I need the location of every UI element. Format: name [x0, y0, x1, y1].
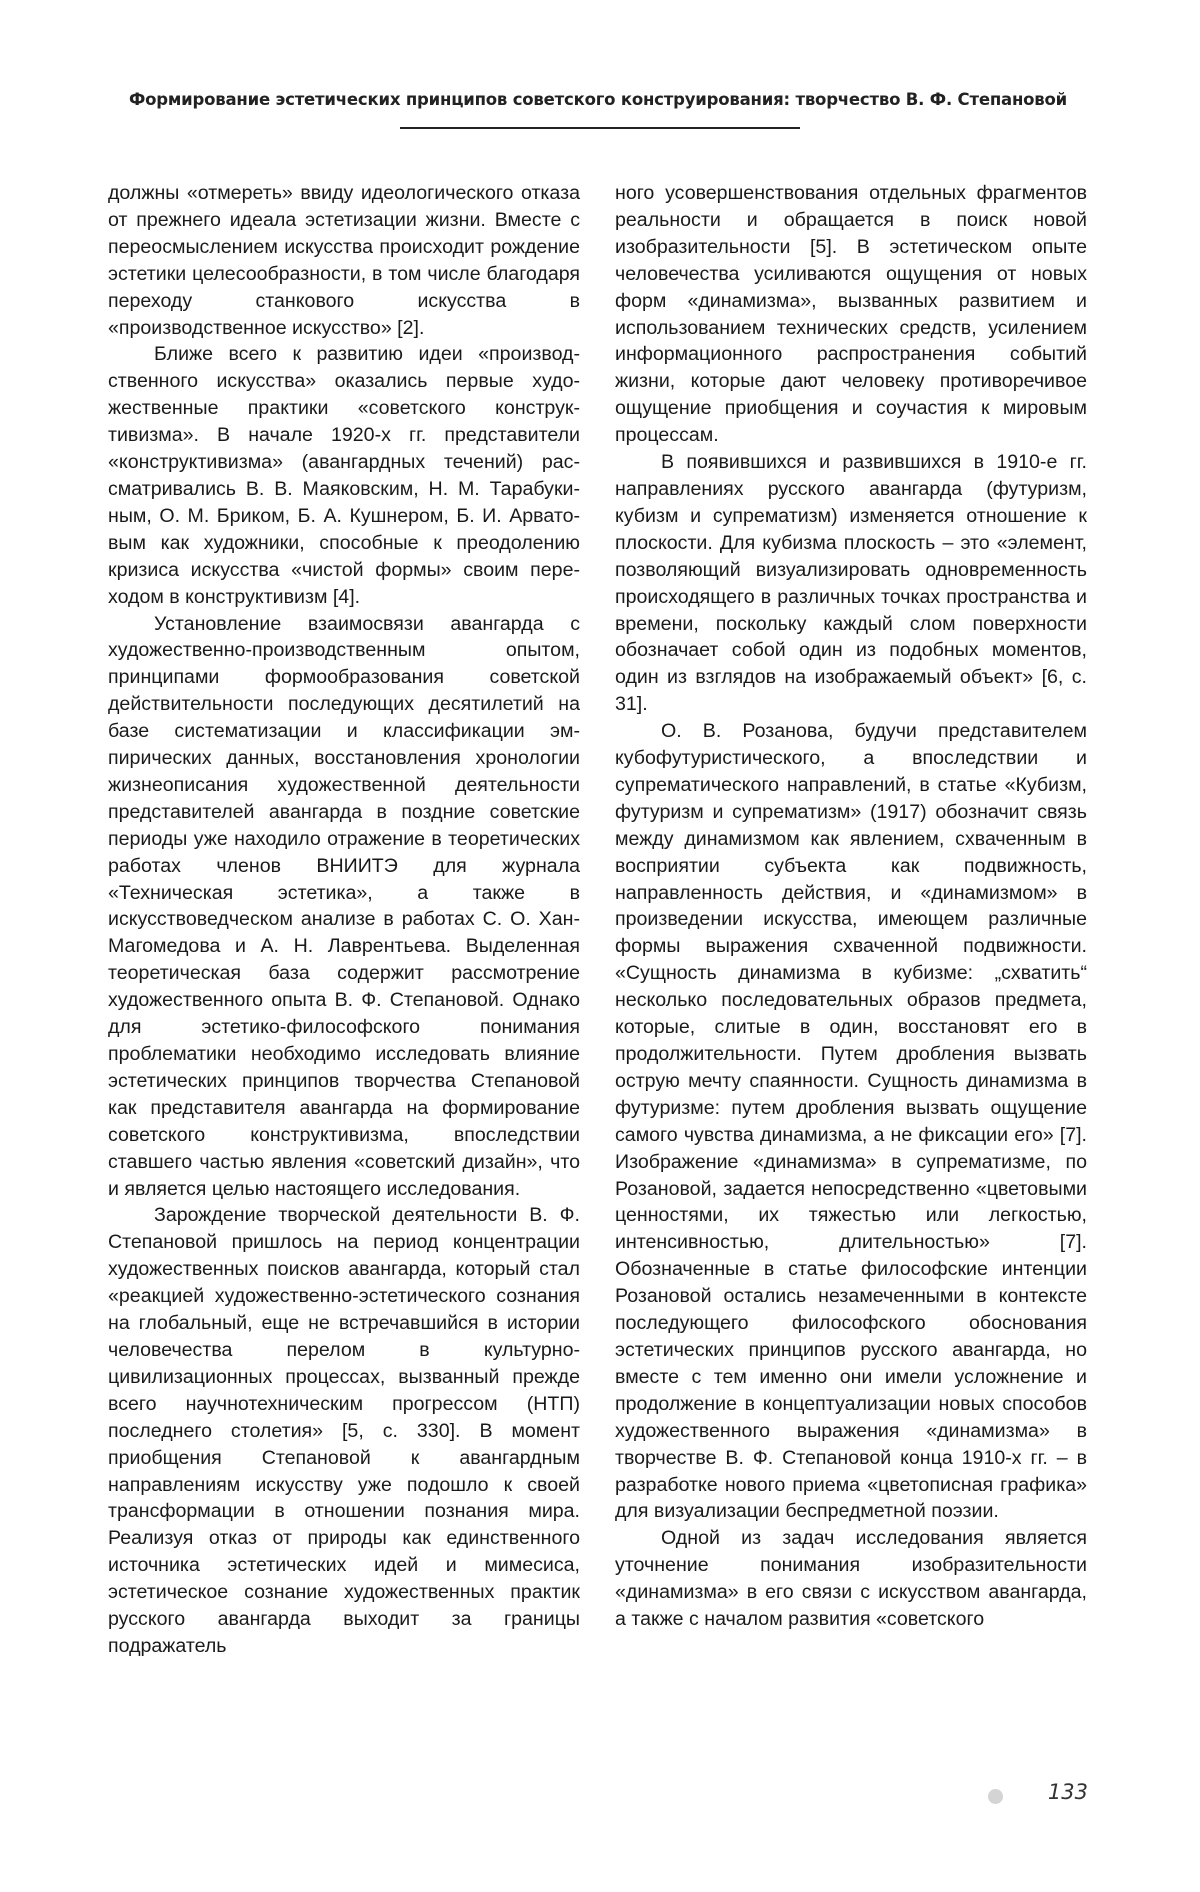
paragraph-continuation: должны «отмереть» ввиду идеологического отказа от прежнего идеала эстетизации жизни. Вместе с переосмыслением искусства происходит рождение эстетики целесообразности, в том числе благодаря переходу станкового искусства в «производственное искусство» [2].	[108, 182, 580, 339]
header-rule	[400, 127, 800, 129]
footer-dot-icon	[988, 1789, 1003, 1804]
running-header: Формирование эстетических принципов советского конструирования: творчество В. Ф. Степановой	[128, 90, 1068, 109]
paragraph: Одной из задач исследования является уточнение понимания изобразительности «динамизма» в его связи с искусством авангарда, а также с началом развития «советского	[615, 1527, 1087, 1631]
page-number: 133	[1047, 1780, 1088, 1804]
paragraph: В появившихся и развившихся в 1910-е гг. направлениях русского авангарда (футуризм, кубизм и супрематизм) изменяется отношение к плоскости. Для кубизма плоскость – это «элемент, позволяющий визуализировать одновременность происходящего в различных точках пространства и времени, поскольку каждый слом поверхности обозначает собой один из подобных моментов, один из взглядов на изображаемый объект» [6, с. 31].	[615, 451, 1087, 716]
paragraph: Зарождение творческой деятельности В. Ф. Степановой пришлось на период концентрации художественных поисков авангарда, который стал «реакцией художественно-эстетического сознания на глобальный, еще не встречавшийся в истории человечества перелом в культурно-цивилизационных процессах, вызванный прежде всего научнотехническим прогрессом (НТП) последнего столетия» [5, с. 330]. В момент приобщения Степановой к авангардным направлениям искусству уже подошло к своей трансформации в отношении познания мира. Реализуя отказ от природы как единственного источника эстетических идей и мимесиса, эстетическое сознание художественных практик русского авангарда выходит за границы подражатель	[108, 1204, 580, 1657]
left-column	[108, 180, 580, 1660]
paragraph-continuation: ного усовершенствования отдельных фрагментов реальности и обращается в поиск новой изобразительности [5]. В эстетическом опыте человечества усиливаются ощущения от новых форм «динамизма», вызванных развитием и использованием технических средств, усилением информационного распространения событий жизни, которые дают человеку противоречивое ощущение приобщения и соучастия к мировым процессам.	[615, 182, 1087, 447]
right-column	[615, 180, 1087, 1633]
paragraph: Ближе всего к развитию идеи «производственного искусства» оказались первые художественные практики «советского конструктивизма». В начале 1920-х гг. представители «конструктивизма» (авангардных течений) рассматривались В. В. Маяковским, Н. М. Тарабукиным, О. М. Бриком, Б. А. Кушнером, Б. И. Арватовым как художники, способные к преодолению кризиса искусства «чистой формы» своим переходом в конструктивизм [4].	[108, 343, 580, 608]
paragraph: Установление взаимосвязи авангарда с художественно-производственным опытом, принципами формообразования советской действительности последующих десятилетий на базе систематизации и классификации эмпирических данных, восстановления хронологии жизнеописания художественной деятельности представителей авангарда в поздние советские периоды уже находило отражение в теоретических работах членов ВНИИТЭ для журнала «Техническая эстетика», а также в искусствоведческом анализе в работах С. О. Хан-Магомедова и А. Н. Лаврентьева. Выделенная теоретическая база содержит рассмотрение художественного опыта В. Ф. Степановой. Однако для эстетико-философского понимания проблематики необходимо исследовать влияние эстетических принципов творчества Степановой как представителя авангарда на формирование советского конструктивизма, впоследствии ставшего частью явления «советский дизайн», что и является целью настоящего исследования.	[108, 612, 580, 1200]
paragraph: О. В. Розанова, будучи представителем кубофутуристического, а впоследствии и супрематического направлений, в статье «Кубизм, футуризм и супрематизм» (1917) обозначит связь между динамизмом как явлением, схваченным в восприятии субъекта как подвижность, направленность действия, и «динамизмом» в произведении искусства, имеющем различные формы выражения схваченной подвижности. «Сущность динамизма в кубизме: „схватить“ несколько последовательных образов предмета, которые, слитые в один, восстановят его в продолжительности. Путем дробления вызвать острую мечту спаянности. Сущность динамизма в футуризме: путем дробления вызвать ощущение самого чувства динамизма, а не фиксации его» [7]. Изображение «динамизма» в супрематизме, по Розановой, задается непосредственно «цветовыми ценностями, их тяжестью или легкостью, интенсивностью, длительностью» [7]. Обозначенные в статье философские интенции Розановой остались незамеченными в контексте последующего философского обоснования эстетических принципов русского авангарда, но вместе с тем именно они имели усложнение и продолжение в концептуализации новых способов художественного выражения «динамизма» в творчестве В. Ф. Степановой конца 1910-х гг. – в разработке нового приема «цветописная графика» для визуализации беспредметной поэзии.	[615, 720, 1087, 1523]
